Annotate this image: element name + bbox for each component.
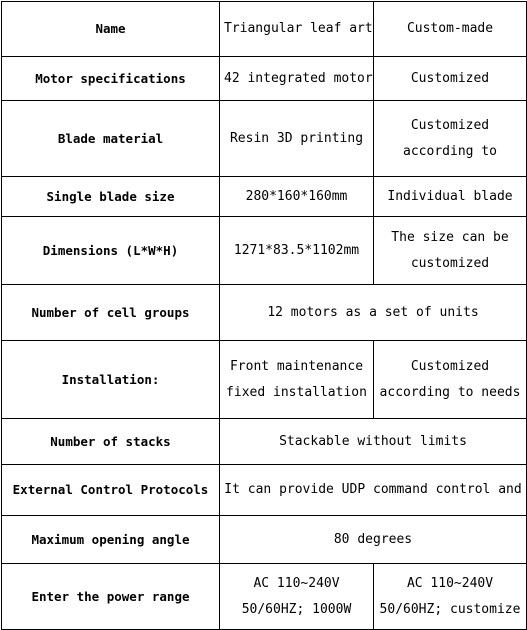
- row-note-line: 50/60HZ; customize: [379, 601, 521, 617]
- row-value: Triangular leaf art: [220, 2, 374, 57]
- row-note: Custom-made: [374, 2, 527, 57]
- row-label: Blade material: [2, 101, 220, 177]
- table-row: [2, 465, 527, 516]
- row-note: [374, 101, 527, 177]
- table-row: [2, 564, 527, 630]
- row-value: Resin 3D printing: [220, 101, 374, 177]
- row-value: [220, 564, 374, 630]
- row-label: Name: [2, 2, 220, 57]
- table-row: [2, 285, 527, 341]
- row-value-merged: It can provide UDP command control and: [220, 465, 527, 516]
- row-label: Number of stacks: [2, 419, 220, 465]
- row-value: 280*160*160mm: [220, 177, 374, 217]
- row-value-merged: 12 motors as a set of units: [220, 285, 527, 341]
- row-value-line: fixed installation: [226, 384, 367, 400]
- row-note-line: customized: [410, 255, 490, 271]
- row-value-merged: Stackable without limits: [220, 419, 527, 465]
- row-value: [220, 341, 374, 419]
- row-label: Maximum opening angle: [2, 516, 220, 564]
- row-label: Dimensions (L*W*H): [2, 217, 220, 285]
- specification-table: [1, 1, 527, 630]
- row-label: Motor specifications: [2, 57, 220, 101]
- table-row: [2, 57, 527, 101]
- row-note: Individual blade: [374, 177, 527, 217]
- table-row: [2, 217, 527, 285]
- row-note-line: Customized: [410, 117, 490, 133]
- row-value-line: 50/60HZ; 1000W: [241, 601, 352, 617]
- row-note: [374, 217, 527, 285]
- row-label: Number of cell groups: [2, 285, 220, 341]
- row-value: 42 integrated motor: [220, 57, 374, 101]
- table-row: [2, 341, 527, 419]
- row-value-line: Front maintenance: [229, 358, 364, 374]
- row-note-line: Customized: [410, 358, 490, 374]
- table-row: [2, 419, 527, 465]
- row-note-line: according to needs: [379, 384, 521, 400]
- row-value-merged: 80 degrees: [220, 516, 527, 564]
- table-row: [2, 177, 527, 217]
- row-note: [374, 341, 527, 419]
- table-row: [2, 516, 527, 564]
- row-note-line: The size can be: [391, 229, 509, 245]
- row-value: 1271*83.5*1102mm: [220, 217, 374, 285]
- row-label: Enter the power range: [2, 564, 220, 630]
- row-label: Single blade size: [2, 177, 220, 217]
- row-note-line: AC 110~240V: [406, 575, 494, 591]
- row-note: [374, 564, 527, 630]
- table-row: [2, 101, 527, 177]
- table-row: [2, 2, 527, 57]
- row-label: Installation:: [2, 341, 220, 419]
- row-label: External Control Protocols: [2, 465, 220, 516]
- row-note-line: according to: [403, 143, 497, 159]
- row-value-line: AC 110~240V: [253, 575, 340, 591]
- row-note: Customized: [374, 57, 527, 101]
